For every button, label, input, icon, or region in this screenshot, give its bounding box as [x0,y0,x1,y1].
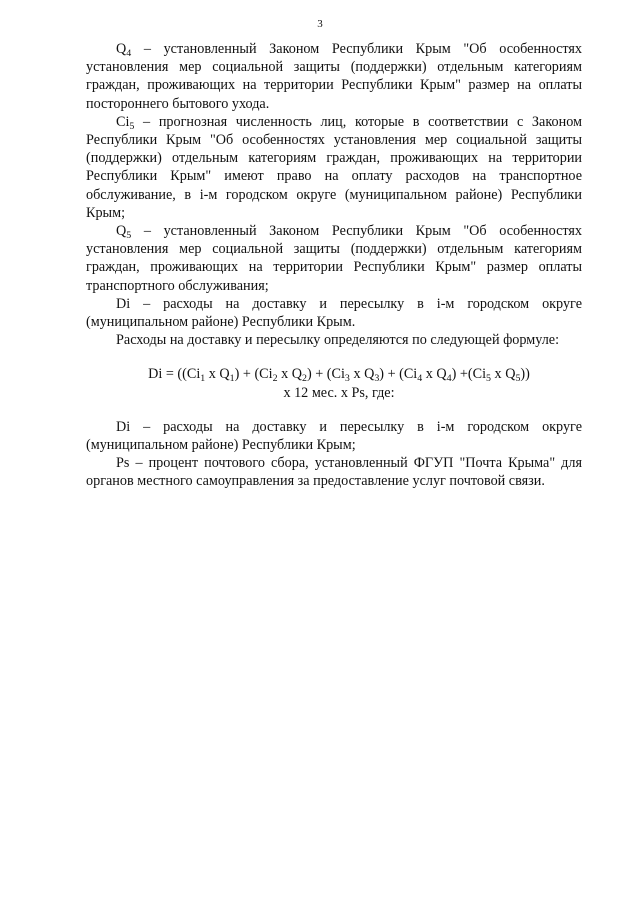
paragraph-q4 [86,40,582,113]
paragraph-di-explanation: Di – расходы на доставку и пересылку в i-м городском округе (муниципальном районе) Республики Крым; [86,418,582,454]
formula-line-2: x 12 мес. x Ps, где: [283,384,395,401]
symbol-ci5: Ci [116,113,130,130]
paragraph-text: – установленный Законом Республики Крым "Об особенностях установления мер социальной защиты (поддержки) отдельным категориям граждан, проживающих на территории Республики Крым" размер на оплаты постороннего бытового ухода. [86,41,582,112]
subscript: 5 [129,120,135,132]
paragraph-ci5 [86,113,582,222]
document-body [86,40,582,491]
formula [96,365,582,401]
paragraph-q5 [86,222,582,295]
paragraph-text: – прогнозная численность лиц, которые в соответствии с Законом Республики Крым "Об особенностях установления мер социальной защиты (поддержки) отдельным категориям граждан, проживающих на территории Республики Крым" имеют право на оплату расходов на транспортное обслуживание, в i-м городском округе (муниципальном районе) Республики Крым; [86,113,582,221]
page-number: 3 [317,18,323,30]
paragraph-di-definition: Di – расходы на доставку и пересылку в i-м городском округе (муниципальном районе) Республики Крым. [86,295,582,331]
symbol-q5: Q [116,223,127,240]
paragraph-formula-intro: Расходы на доставку и пересылку определяются по следующей формуле: [116,332,560,349]
paragraph-ps: Ps – процент почтового сбора, установленный ФГУП "Почта Крыма" для органов местного самоуправления за предоставление услуг почтовой связи. [86,455,582,490]
symbol-q4: Q [116,41,127,57]
subscript: 5 [126,229,132,241]
subscript: 4 [126,47,132,59]
formula-line-1: $Di = ((Ci_1$ x $Q_1) + (Ci_2$ x $Q_2) + (Ci_3$ x $Q_3) + (Ci_4$ x $Q_4) +(Ci_5$ x $Q_5$)) [148,366,530,385]
paragraph-text: – установленный Законом Республики Крым "Об особенностях установления мер социальной защиты (поддержки) отдельным категориям граждан, проживающих на территории Республики Крым" размер оплаты транспортного обслуживания; [86,223,582,294]
